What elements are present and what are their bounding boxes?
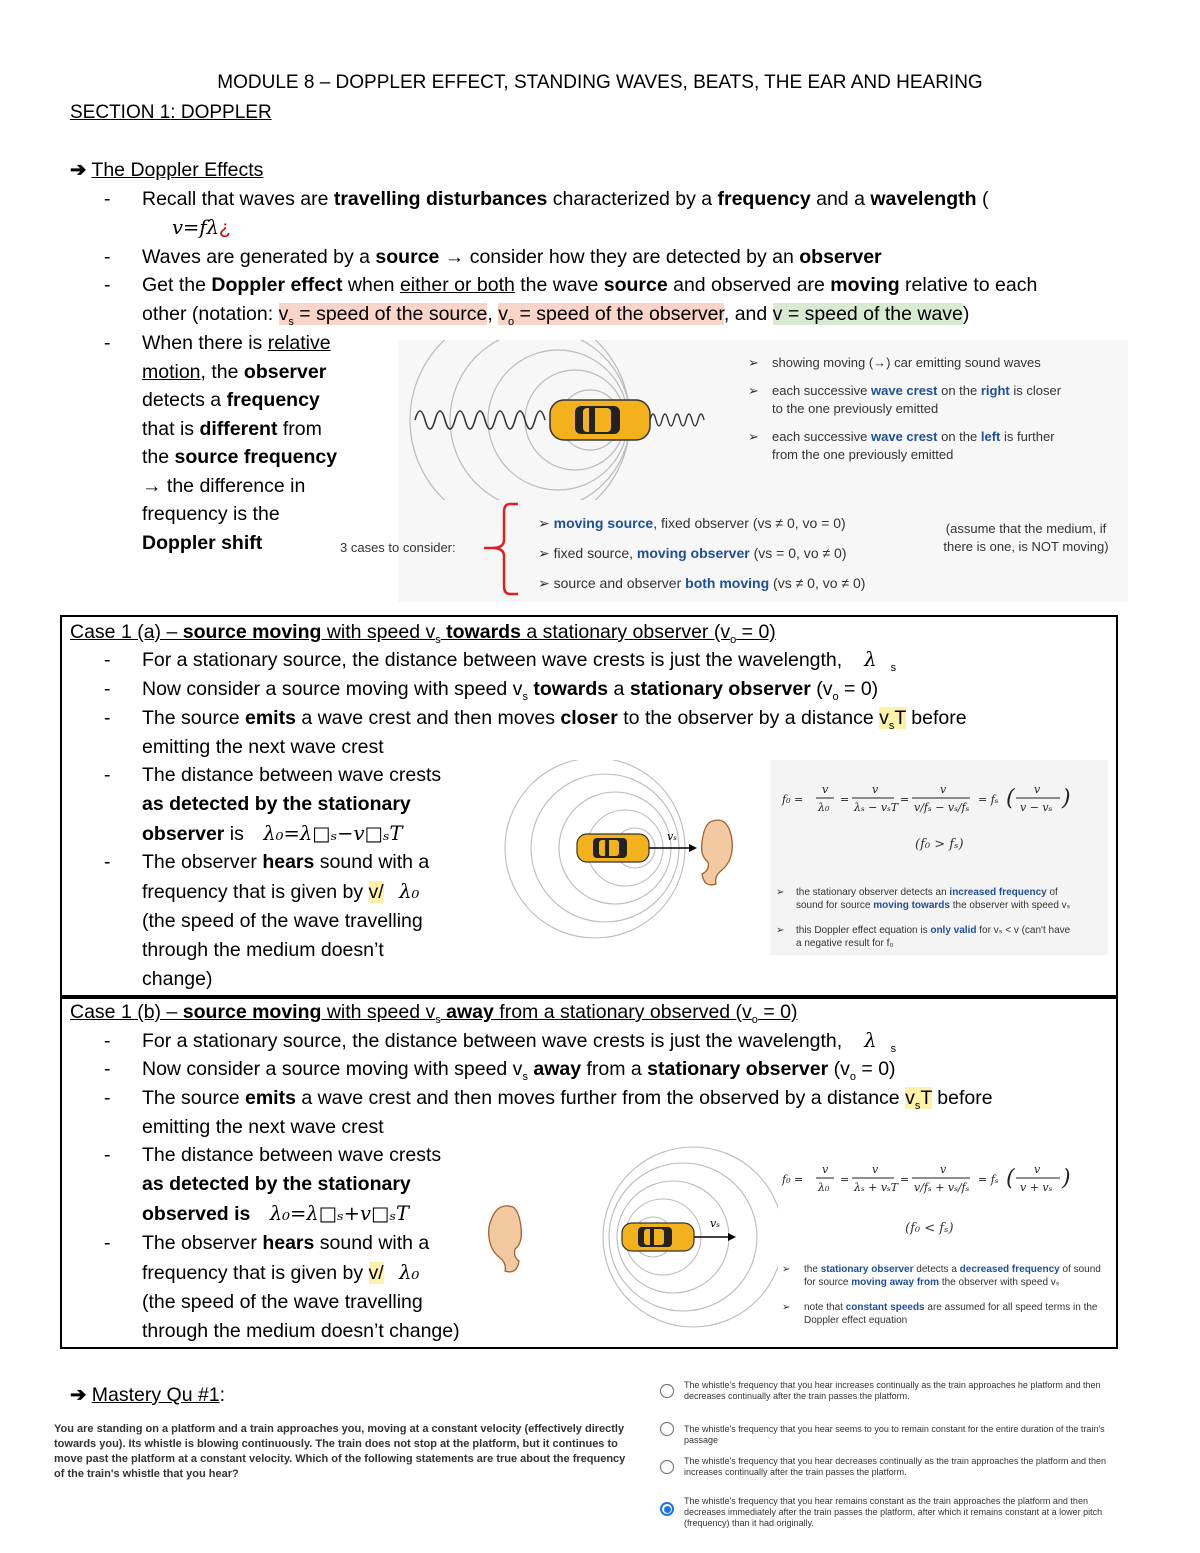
svg-text:v: v — [940, 1163, 947, 1176]
cases-list — [538, 508, 865, 598]
svg-text:λ₀: λ₀ — [818, 1181, 830, 1194]
option-4-label[interactable]: The whistle's frequency that you hear remains constant as the train approaches the platform and then decreases immediately after the train passes the platform, after which it remains constant at a lower pitch (frequency) than it had originally. — [684, 1496, 1103, 1528]
mastery-heading: ➔ Mastery Qu #1: — [70, 1384, 226, 1406]
svg-text:vₛ: vₛ — [710, 1217, 720, 1230]
bullet-waves-recall: - Recall that waves are travelling disturbances characterized by a frequency and a wavelength ( — [104, 188, 989, 210]
bullet-doppler-definition: - Get the Doppler effect when either or both the wave source and observed are moving relative to each — [104, 274, 1038, 296]
svg-text:v/fₛ − vₛ/fₛ: v/fₛ − vₛ/fₛ — [914, 801, 970, 814]
radio-option-1[interactable] — [660, 1384, 674, 1398]
svg-text:f₀ =: f₀ = — [782, 793, 804, 806]
wave-equation: v=fλ¿ — [172, 216, 231, 239]
radio-option-2[interactable] — [660, 1422, 674, 1436]
section-heading: SECTION 1: DOPPLER — [70, 102, 272, 123]
svg-text:(: ( — [1006, 786, 1015, 811]
svg-text:λₛ + vₛT: λₛ + vₛT — [854, 1181, 899, 1194]
case-a-line-5: - The observer hears sound with a frequency that is given by v/ λ₀ (the speed of the wave travelling through the medium doesn’t change) — [104, 851, 430, 990]
svg-text:v + vₛ: v + vₛ — [1020, 1181, 1053, 1194]
case-item: ➢ fixed source, moving observer (vs = 0, vo ≠ 0) — [538, 545, 847, 561]
case-b-line-3: - The source emits a wave crest and then moves further from the observed by a distance $v_sT$ before — [104, 1087, 993, 1112]
radio-option-3[interactable] — [660, 1460, 674, 1474]
case-b-line-2: - Now consider a source moving with speed $v_s$ away from a stationary observer $(v_o = 0)$ — [104, 1058, 896, 1083]
svg-text:v: v — [872, 1163, 879, 1176]
case-a-line-1: - For a stationary source, the distance between wave crests is just the wavelength, λ $_s$ — [104, 648, 897, 674]
case-b-line-5: - The observer hears sound with a frequency that is given by v/ λ₀ (the speed of the wave travelling through the medium doesn’t change) — [104, 1232, 460, 1342]
svg-text:λ₀: λ₀ — [818, 801, 830, 814]
case-a-line-3b: emitting the next wave crest — [142, 736, 384, 758]
cases-label: 3 cases to consider: — [340, 540, 456, 555]
moving-car-waves-figure — [400, 340, 740, 500]
option-1-label[interactable]: The whistle's frequency that you hear increases continually as the train approaches he platform and then decreases continually after the train passes the platform. — [684, 1380, 1101, 1401]
red-brace-icon — [478, 500, 528, 600]
doppler-heading — [70, 156, 263, 185]
svg-text:): ) — [1062, 786, 1071, 811]
case-item: ➢ moving source, fixed observer (vs ≠ 0, vo = 0) — [538, 515, 846, 531]
svg-text:f₀ =: f₀ = — [782, 1173, 804, 1186]
case-b-inequality: (f₀ < fₛ) — [905, 1221, 954, 1236]
case-a-title: Case 1 (a) – source moving with speed $v_s$ towards a stationary observer $(v_o = 0)$ — [70, 621, 776, 646]
case-a-line-4: - The distance between wave crests as detected by the stationary observer is λ₀=λ□ₛ−v□ₛT — [104, 764, 442, 845]
arrow-right-icon: ➔ — [70, 1384, 87, 1406]
svg-text:v/fₛ + vₛ/fₛ: v/fₛ + vₛ/fₛ — [914, 1181, 970, 1194]
svg-text:v: v — [1034, 1163, 1041, 1176]
doppler-heading-text: The Doppler Effects — [91, 159, 264, 181]
svg-text:=: = — [840, 1173, 850, 1186]
radio-option-4-selected[interactable] — [660, 1502, 674, 1516]
case-b-title: Case 1 (b) – source moving with speed $v_s$ away from a stationary observed $(v_o = 0)$ — [70, 1001, 798, 1026]
svg-text:vₛ: vₛ — [667, 830, 677, 843]
source-away-observer-figure — [478, 1145, 778, 1335]
svg-text:= fₛ: = fₛ — [978, 1173, 999, 1186]
figure-notes: ➢ showing moving (→) car emitting sound waves ➢ each successive wave crest on the right is closer to the one previously emitted ➢ each successive wave crest on the left is further from the one previously emitted — [748, 355, 1062, 462]
svg-text:λₛ − vₛT: λₛ − vₛT — [854, 801, 899, 814]
notation-line: other (notation: $v_s$ = speed of the source, $v_o$ = speed of the observer, and v = speed of the wave) — [142, 303, 970, 328]
svg-text:): ) — [1062, 1166, 1071, 1191]
svg-text:v: v — [940, 783, 947, 796]
case-b-notes: ➢ the stationary observer detects a decreased frequency of sound for source moving away from the observer with speed vₛ ➢ note that constant speeds are assumed for all speed terms in the Doppler effect equation — [782, 1264, 1101, 1326]
case-b-doppler-equation — [780, 1155, 1100, 1205]
case-a-line-2: - Now consider a source moving with speed $v_s$ towards a stationary observer $(v_o = 0)$ — [104, 678, 879, 703]
svg-text:v: v — [872, 783, 879, 796]
option-2-label[interactable]: The whistle's frequency that you hear seems to you to remain constant for the entire duration of the train's passage — [684, 1424, 1105, 1445]
svg-text:=: = — [900, 1173, 910, 1186]
svg-text:= fₛ: = fₛ — [978, 793, 999, 806]
medium-note: (assume that the medium, if there is one, is NOT moving) — [943, 521, 1109, 554]
page-title: MODULE 8 – DOPPLER EFFECT, STANDING WAVES, BEATS, THE EAR AND HEARING — [217, 72, 983, 93]
source-towards-observer-figure — [495, 760, 775, 940]
svg-text:v: v — [822, 783, 829, 796]
bullet-relative-motion: - When there is relative motion, the observer detects a frequency that is different from the source frequency → the difference in frequency is the Doppler shift — [104, 332, 338, 554]
case-a-inequality: (f₀ > fₛ) — [915, 837, 964, 852]
svg-text:=: = — [900, 793, 910, 806]
svg-text:v: v — [1034, 783, 1041, 796]
case-a-notes: ➢ the stationary observer detects an increased frequency of sound for source moving towards the observer with speed vₛ ➢ this Doppler effect equation is only valid for vₛ < v (can't have a negative result for f₀ — [776, 887, 1071, 949]
svg-text:v: v — [822, 1163, 829, 1176]
case-b-line-4: - The distance between wave crests as detected by the stationary observed is λ₀=λ□ₛ+v□ₛT — [104, 1144, 442, 1225]
svg-text:=: = — [840, 793, 850, 806]
svg-text:(: ( — [1006, 1166, 1015, 1191]
case-a-doppler-equation — [780, 775, 1100, 825]
svg-text:v − vₛ: v − vₛ — [1020, 801, 1053, 814]
case-a-line-3: - The source emits a wave crest and then moves closer to the observer by a distance $v_sT$ before — [104, 707, 967, 732]
arrow-right-icon: ➔ — [70, 159, 87, 181]
case-item: ➢ source and observer both moving (vs ≠ 0, vo ≠ 0) — [538, 575, 866, 591]
mastery-question: You are standing on a platform and a train approaches you, moving at a constant velocity (effectively directly towards you). Its whistle is blowing continuously. The train does not stop at the platform, but it continues to move past the platform at a constant velocity. Which of the following statements are true about the frequency of the train's whistle that you hear? — [54, 1423, 626, 1480]
case-b-line-1: - For a stationary source, the distance between wave crests is just the wavelength, λ $_s$ — [104, 1029, 897, 1055]
option-3-label[interactable]: The whistle's frequency that you hear decreases continually as the train approaches the platform and then increases continually after the train passes the platform. — [684, 1456, 1106, 1477]
case-b-line-3b: emitting the next wave crest — [142, 1116, 384, 1138]
bullet-source-observer: - Waves are generated by a source → consider how they are detected by an observer — [104, 246, 882, 268]
